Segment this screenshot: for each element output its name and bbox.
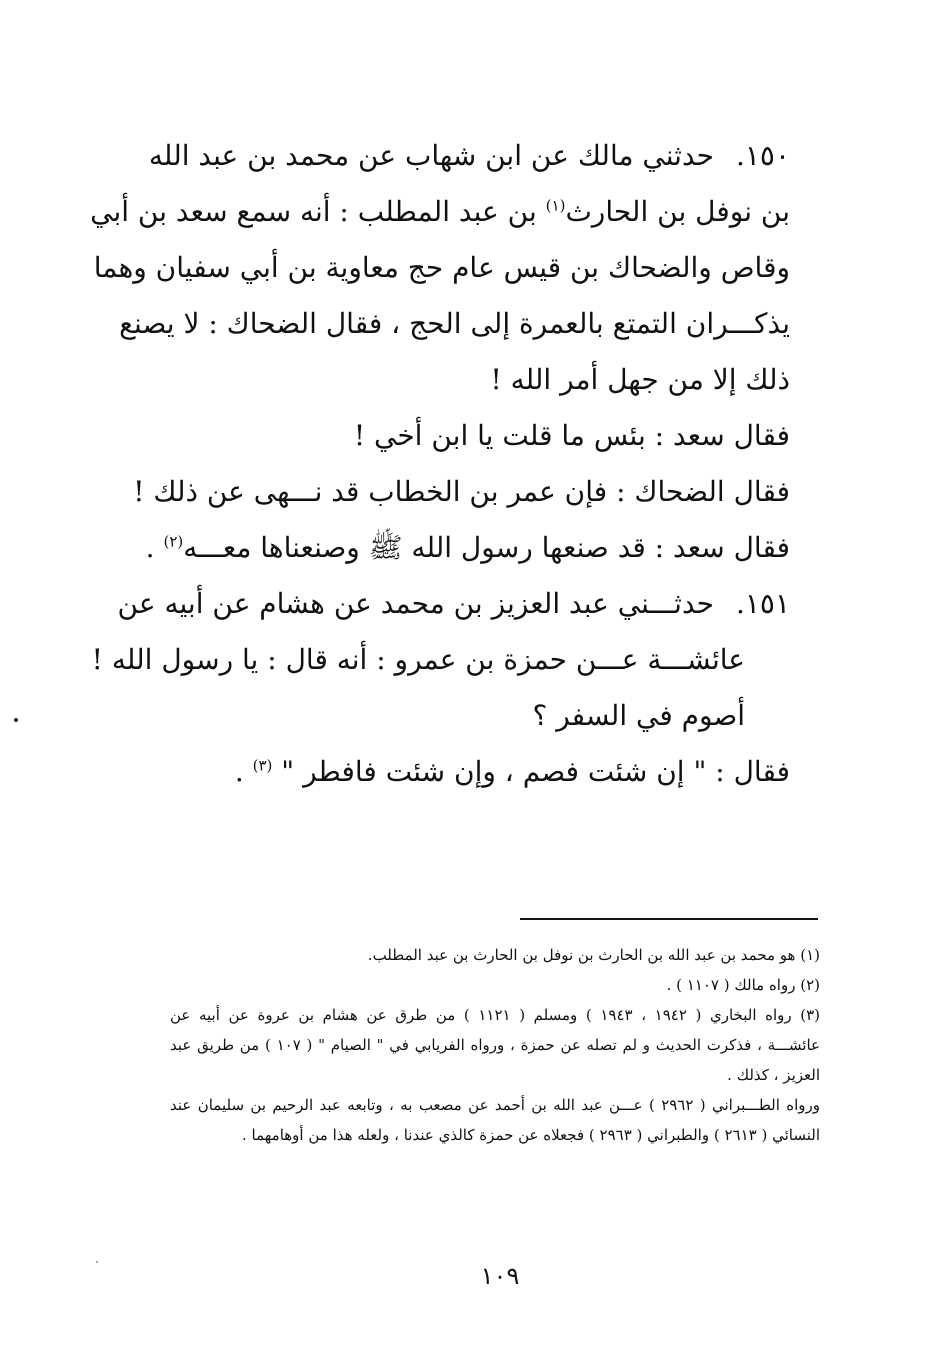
scan-speck [96,1261,98,1263]
hadith-150-line-7: فقال الضحاك : فإن عمر بن الخطاب قد نـــهى عن ذلك ! [133,475,790,508]
footnote-2: (٢) رواه مالك ( ١١٠٧ ) . [666,976,820,994]
hadith-151-line-1: ١٥١.حدثـــني عبد العزيز بن محمد عن هشام عن أبيه عن [117,587,790,620]
footnotes-block [170,940,820,1150]
hadith-150-line-3: وقاص والضحاك بن قيس عام حج معاوية بن أبي سفيان وهما [93,251,790,284]
hadith-150-line-6: فقال سعد : بئس ما قلت يا ابن أخي ! [353,419,790,452]
hadith-151-line-3: أصوم في السفر ؟ [532,699,745,732]
main-text-block [90,128,790,800]
footnote-1: (١) هو محمد بن عبد الله بن الحارث بن نوفل بن الحارث بن عبد المطلب. [367,946,820,964]
hadith-151-line-4: فقال : " إن شئت فصم ، وإن شئت فافطر " $^{(٣)}$ . [234,755,790,788]
footnote-3-line-3: العزيز ، كذلك . [727,1066,820,1084]
footnote-4-line-1: ورواه الطـــبراني ( ٢٩٦٢ ) عـــن عبد الله بن أحمد عن مصعب به ، وتابعه عبد الرحيم بن سليمان عند [170,1096,820,1114]
footnote-marker: (٢) [163,532,184,551]
hadith-number: ١٥١. [735,587,790,620]
hadith-150-line-2: بن نوفل بن الحارث$^{(١)}$ بن عبد المطلب : أنه سمع سعد بن أبي [90,195,790,228]
hadith-150-line-4: يذكـــران التمتع بالعمرة إلى الحج ، فقال الضحاك : لا يصنع [119,307,790,340]
scan-speck [14,718,18,722]
hadith-150-line-8: فقال سعد : قد صنعها رسول الله ﷺ وصنعناها معـــه$^{(٢)}$ . [145,531,790,564]
hadith-number: ١٥٠. [735,139,790,172]
hadith-150-line-5: ذلك إلا من جهل أمر الله ! [490,363,790,396]
footnote-marker: (١) [545,196,566,215]
footnote-separator [520,918,818,920]
footnote-3-line-2: عائشـــة ، فذكرت الحديث و لم تصله عن حمزة ، ورواه الفريابي في " الصيام " ( ١٠٧ ) من طريق عبد [170,1036,820,1054]
page-number: ١٠٩ [480,1262,520,1290]
hadith-151-line-2: عائشـــة عـــن حمزة بن عمرو : أنه قال : يا رسول الله ! [91,643,745,676]
footnote-marker: (٣) [252,756,273,775]
footnote-4-line-2: النسائي ( ٢٦١٣ ) والطبراني ( ٢٩٦٣ ) فجعلاه عن حمزة كالذي عندنا ، ولعله هذا من أوهامهما . [241,1126,820,1144]
hadith-150-line-1: ١٥٠.حدثني مالك عن ابن شهاب عن محمد بن عبد الله [148,139,790,172]
footnote-3-line-1: (٣) رواه البخاري ( ١٩٤٢ ، ١٩٤٣ ) ومسلم ( ١١٢١ ) من طرق عن هشام بن عروة عن أبيه عن [170,1006,820,1024]
